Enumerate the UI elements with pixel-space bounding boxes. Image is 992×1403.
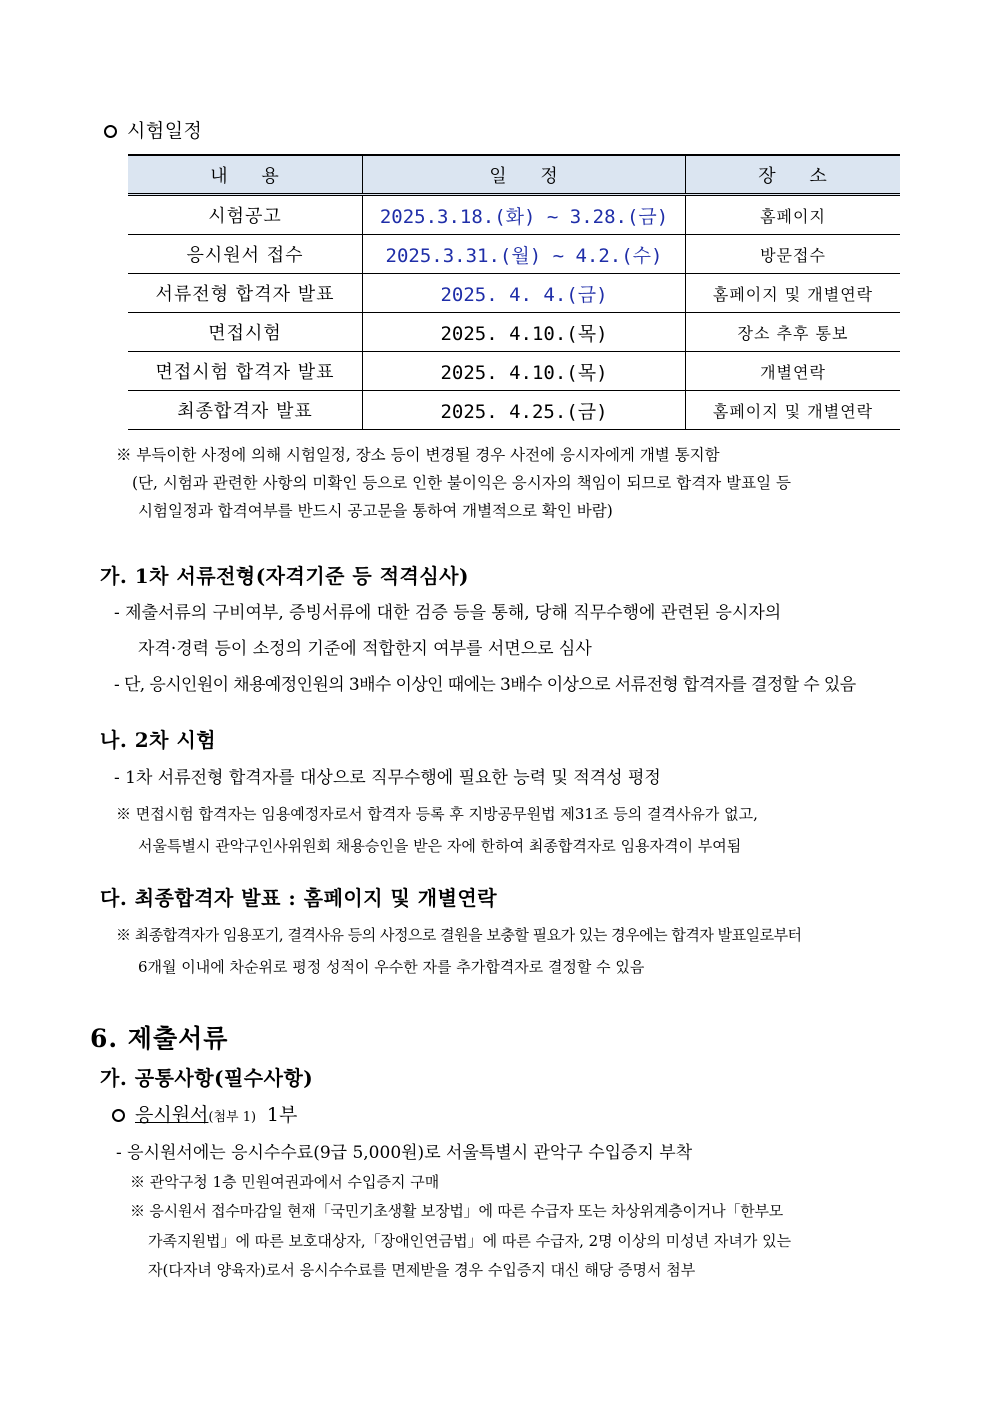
row-date: 2025. 4. 4.(금)	[363, 274, 686, 313]
row-date: 2025.3.18.(화) ~ 3.28.(금)	[363, 195, 686, 235]
section-na-title: 나. 2차 시험	[100, 728, 217, 752]
circle-bullet-icon	[112, 1109, 125, 1122]
section6-title: 6. 제출서류	[90, 1024, 229, 1053]
row-place: 홈페이지	[686, 195, 901, 235]
section6-note2-line3: 자(다자녀 양육자)로서 응시수수료를 면제받을 경우 수입증지 대신 해당 증명서 첨부	[148, 1261, 696, 1279]
section6-item1: - 응시원서에는 응시수수료(9급 5,000원)로 서울특별시 관악구 수입증지 부착	[116, 1143, 693, 1163]
circle-bullet-icon	[104, 125, 117, 138]
doc-attach: (첨부 1)	[208, 1110, 257, 1125]
row-date: 2025. 4.10.(목)	[363, 313, 686, 352]
section6-note2-line1: ※ 응시원서 접수마감일 현재「국민기초생활 보장법」에 따른 수급자 또는 차상위계층이거나「한부모	[130, 1202, 784, 1220]
doc-name: 응시원서	[135, 1104, 209, 1126]
table-row	[128, 195, 900, 235]
row-place: 장소 추후 통보	[686, 313, 901, 352]
schedule-note-3: 시험일정과 합격여부를 반드시 공고문을 통하여 개별적으로 확인 바람)	[138, 502, 613, 520]
table-row	[128, 274, 900, 313]
row-place: 홈페이지 및 개별연락	[686, 274, 901, 313]
schedule-heading: 시험일정	[104, 116, 202, 143]
schedule-table	[128, 154, 900, 430]
row-item: 최종합격자 발표	[128, 391, 363, 430]
section-ga-item1-line2: 자격·경력 등이 소정의 기준에 적합한지 여부를 서면으로 심사	[138, 639, 592, 659]
section6-note2-line2: 가족지원법」에 따른 보호대상자,「장애인연금법」에 따른 수급자, 2명 이상의 미성년 자녀가 있는	[148, 1232, 792, 1250]
row-place: 홈페이지 및 개별연락	[686, 391, 901, 430]
row-date: 2025.3.31.(월) ~ 4.2.(수)	[363, 235, 686, 274]
section-da-note-line2: 6개월 이내에 차순위로 평정 성적이 우수한 자를 추가합격자로 결정할 수 있음	[138, 958, 645, 976]
section-ga-item1-line1: - 제출서류의 구비여부, 증빙서류에 대한 검증 등을 통해, 당해 직무수행에 관련된 응시자의	[114, 603, 782, 623]
header-content: 내 용	[128, 155, 363, 195]
row-item: 시험공고	[128, 195, 363, 235]
section-na-note-line1: ※ 면접시험 합격자는 임용예정자로서 합격자 등록 후 지방공무원법 제31조 등의 결격사유가 없고,	[116, 805, 758, 823]
section6-note1: ※ 관악구청 1층 민원여권과에서 수입증지 구매	[130, 1173, 440, 1191]
header-place: 장 소	[686, 155, 901, 195]
row-date: 2025. 4.25.(금)	[363, 391, 686, 430]
section-ga-title: 가. 1차 서류전형(자격기준 등 적격심사)	[100, 564, 469, 588]
table-row	[128, 352, 900, 391]
table-row	[128, 391, 900, 430]
row-place: 개별연락	[686, 352, 901, 391]
row-item: 서류전형 합격자 발표	[128, 274, 363, 313]
table-header-row	[128, 155, 900, 195]
doc-item-application	[112, 1100, 297, 1127]
row-item: 면접시험	[128, 313, 363, 352]
row-item: 응시원서 접수	[128, 235, 363, 274]
table-row	[128, 313, 900, 352]
section-na-note-line2: 서울특별시 관악구인사위원회 채용승인을 받은 자에 한하여 최종합격자로 임용자격이 부여됨	[138, 837, 742, 855]
doc-count: 1부	[266, 1104, 298, 1126]
header-date: 일 정	[363, 155, 686, 195]
row-item: 면접시험 합격자 발표	[128, 352, 363, 391]
schedule-note-1: ※ 부득이한 사정에 의해 시험일정, 장소 등이 변경될 경우 사전에 응시자에게 개별 통지함	[116, 446, 720, 464]
table-row	[128, 235, 900, 274]
section-da-title: 다. 최종합격자 발표 : 홈페이지 및 개별연락	[100, 886, 498, 910]
row-date: 2025. 4.10.(목)	[363, 352, 686, 391]
row-place: 방문접수	[686, 235, 901, 274]
section-na-item1: - 1차 서류전형 합격자를 대상으로 직무수행에 필요한 능력 및 적격성 평정	[114, 768, 661, 788]
section6-subtitle: 가. 공통사항(필수사항)	[100, 1066, 314, 1090]
section-ga-item2: - 단, 응시인원이 채용예정인원의 3배수 이상인 때에는 3배수 이상으로 서류전형 합격자를 결정할 수 있음	[114, 675, 856, 695]
section-da-note-line1: ※ 최종합격자가 임용포기, 결격사유 등의 사정으로 결원을 보충할 필요가 있는 경우에는 합격자 발표일로부터	[116, 926, 802, 944]
schedule-note-2: (단, 시험과 관련한 사항의 미확인 등으로 인한 불이익은 응시자의 책임이 되므로 합격자 발표일 등	[132, 474, 791, 492]
